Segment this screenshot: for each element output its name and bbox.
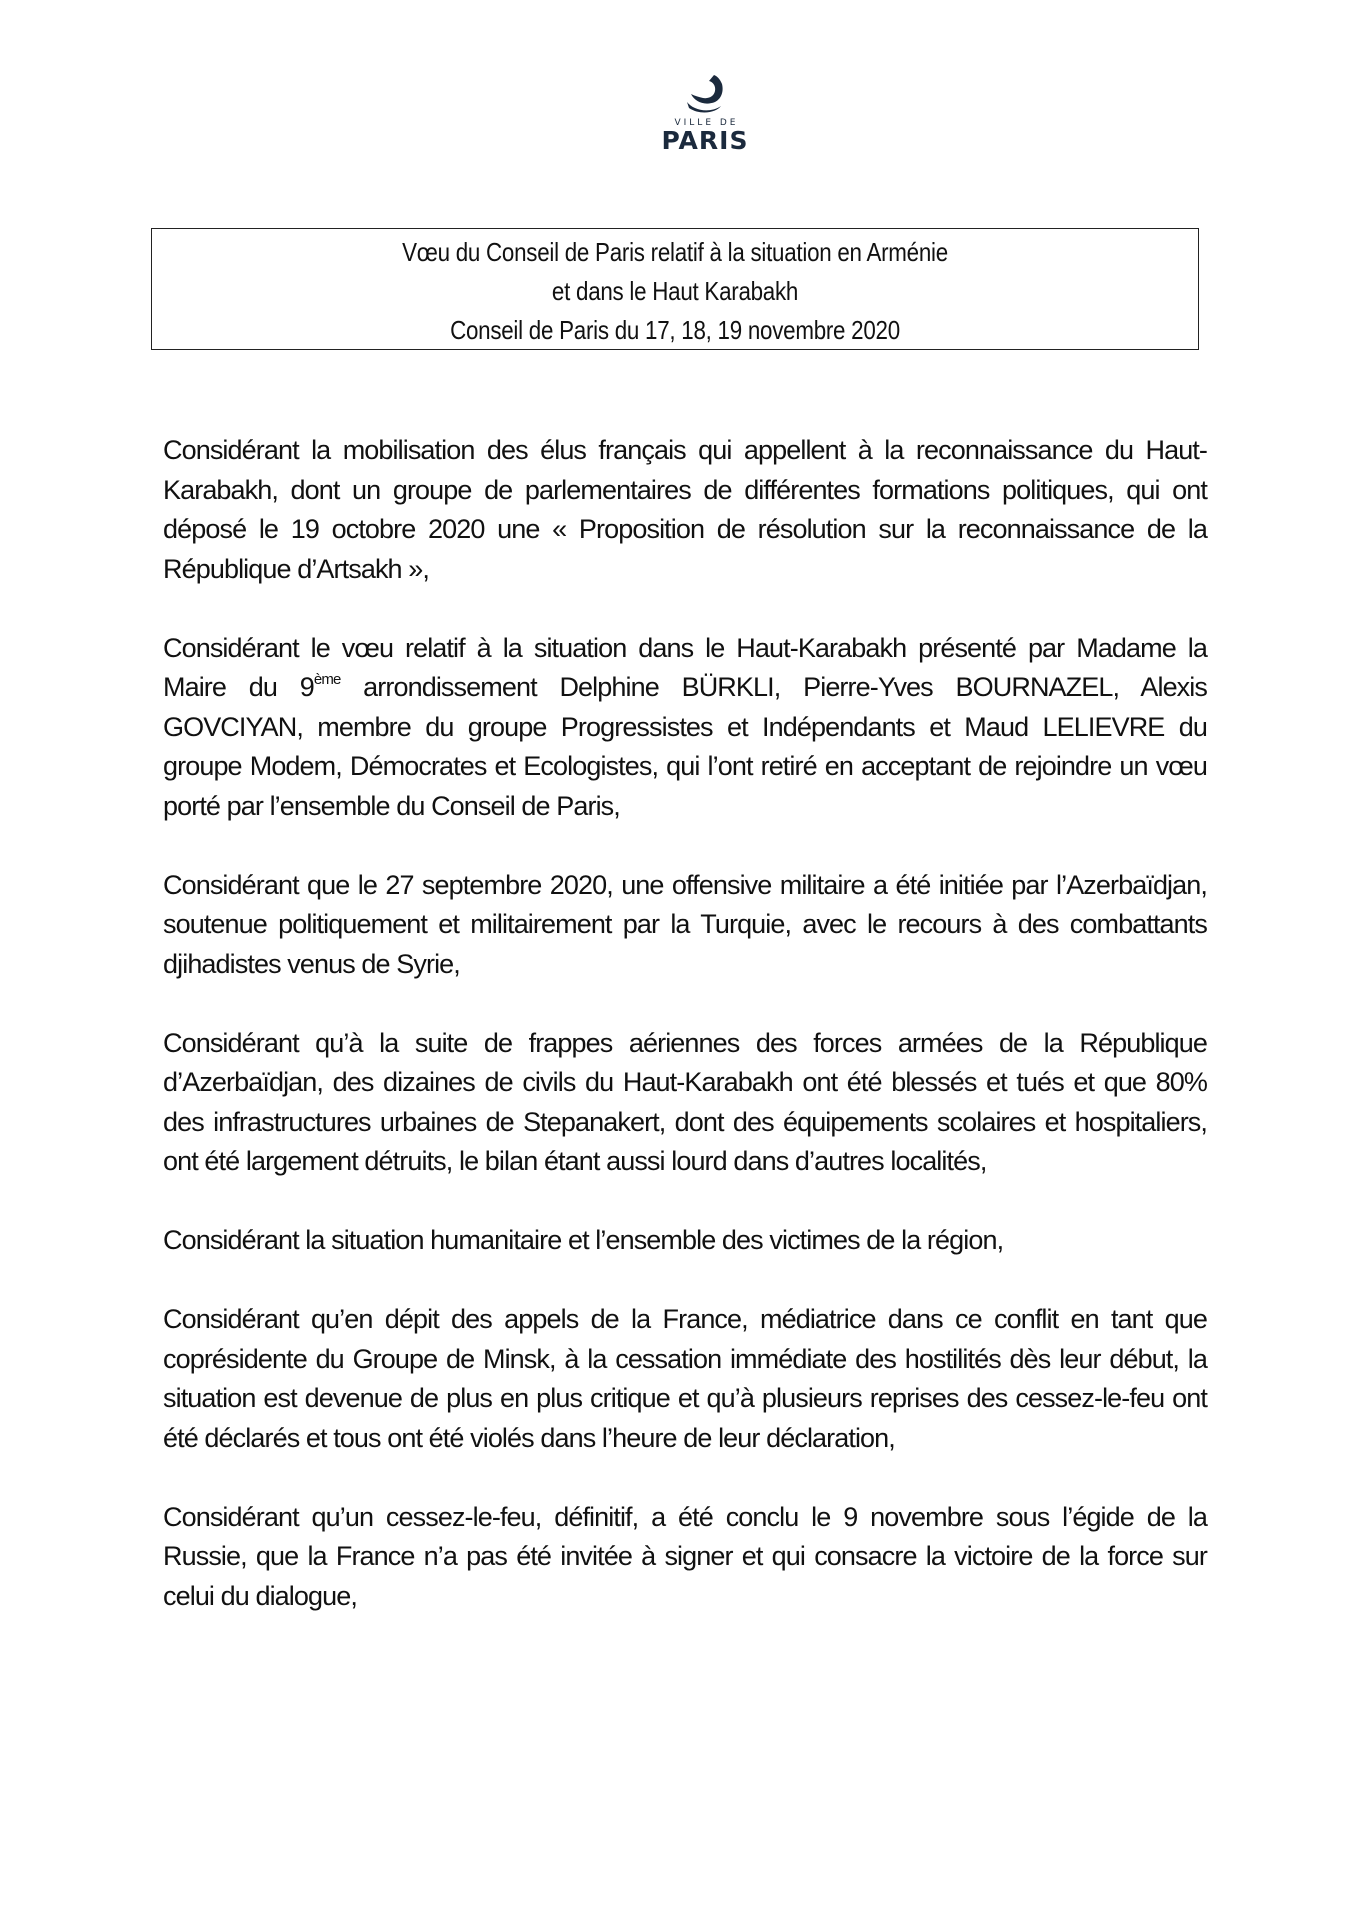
document-body [163, 431, 1207, 1656]
paragraph-text: arrondissement Delphine BÜRKLI, Pierre-Yves BOURNAZEL, Alexis GOVCIYAN, membre du groupe Progressistes et Indépendants et Maud LELIEVRE du groupe Modem, Démocrates et Ecologistes, qui l’ont retiré en acceptant de rejoindre un vœu porté par l’ensemble du Conseil de Paris, [163, 672, 1207, 821]
paragraph-offensive: Considérant que le 27 septembre 2020, une offensive militaire a été initiée par l’Azerbaïdjan, soutenue politiquement et militairement par la Turquie, avec le recours à des combattants djihadistes venus de Syrie, [163, 869, 1207, 979]
logo-paris-label: PARIS [661, 126, 749, 155]
superscript-ordinal: ème [313, 671, 341, 688]
paragraph-appels-france: Considérant qu’en dépit des appels de la France, médiatrice dans ce conflit en tant que coprésidente du Groupe de Minsk, à la cessation immédiate des hostilités dès leur début, la situation est devenue de plus en plus critique et qu’à plusieurs reprises des cessez-le-feu ont été déclarés et tous ont été violés dans l’heure de leur déclaration, [163, 1304, 1207, 1453]
paragraph-cessez-le-feu: Considérant qu’un cessez-le-feu, définitif, a été conclu le 9 novembre sous l’égide de la Russie, que la France n’a pas été invitée à signer et qui consacre la victoire de la force sur celui du dialogue, [163, 1501, 1207, 1611]
paris-ship-icon [683, 72, 727, 116]
paragraph-voeu-relatif [163, 629, 1207, 827]
logo-ville-de-label: VILLE DE [674, 118, 739, 128]
title-line-2: et dans le Haut Karabakh [551, 276, 799, 306]
document-title-box [151, 228, 1199, 350]
paragraph-mobilisation: Considérant la mobilisation des élus français qui appellent à la reconnaissance du Haut-Karabakh, dont un groupe de parlementaires de différentes formations politiques, qui ont déposé le 19 octobre 2020 une « Proposition de résolution sur la reconnaissance de la République d’Artsakh », [163, 435, 1207, 584]
title-line-3: Conseil de Paris du 17, 18, 19 novembre 2020 [450, 315, 900, 345]
title-line-1: Vœu du Conseil de Paris relatif à la situation en Arménie [402, 237, 948, 267]
paragraph-humanitaire: Considérant la situation humanitaire et l’ensemble des victimes de la région, [163, 1225, 1004, 1255]
ville-de-paris-logo [655, 72, 755, 172]
paragraph-frappes: Considérant qu’à la suite de frappes aériennes des forces armées de la République d’Azerbaïdjan, des dizaines de civils du Haut-Karabakh ont été blessés et tués et que 80% des infrastructures urbaines de Stepanakert, dont des équipements scolaires et hospitaliers, ont été largement détruits, le bilan étant aussi lourd dans d’autres localités, [163, 1027, 1207, 1176]
paragraph-text: Considérant le vœu relatif à la situation dans le Haut-Karabakh présenté par Madame la Maire du 9 [163, 632, 1207, 702]
